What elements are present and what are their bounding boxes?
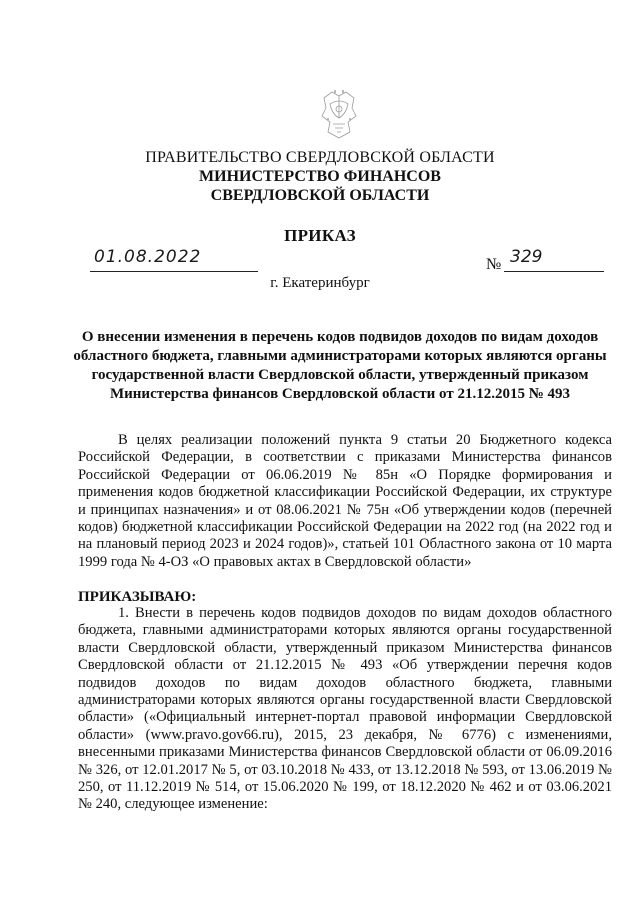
handwritten-number: 329 bbox=[510, 247, 543, 267]
ministry-name-line-1: МИНИСТЕРСТВО ФИНАНСОВ bbox=[199, 168, 441, 185]
ministry-name-line-2: СВЕРДЛОВСКОЙ ОБЛАСТИ bbox=[210, 187, 430, 204]
government-name: ПРАВИТЕЛЬСТВО СВЕРДЛОВСКОЙ ОБЛАСТИ bbox=[145, 149, 495, 166]
date-field bbox=[90, 247, 258, 272]
number-field bbox=[504, 247, 604, 272]
document-type: ПРИКАЗ bbox=[284, 226, 356, 245]
document-title: О внесении изменения в перечень кодов подвидов доходов по видам доходов областного бюджета, главными администраторами которых являются органы государственной власти Свердловской области, утвержденный приказом Министерства финансов Свердловской области от 21.12.2015 № 493 bbox=[73, 329, 607, 402]
coat-of-arms-icon bbox=[318, 88, 360, 140]
city: г. Екатеринбург bbox=[270, 275, 370, 291]
order-item-1: 1. Внести в перечень кодов подвидов доходов по видам доходов областного бюджета, главными администраторами которых являются органы государственной власти Свердловской области, утвержденный приказом Министерства финансов Свердловской области от 21.12.2015 № 493 «Об утверждении перечня кодов подвидов доходов по видам доходов областного бюджета, главными администраторами которых являются органы государственной власти Свердловской области» («Официальный интернет-портал правовой информации Свердловской области» (www.pravo.gov66.ru), 2015, 23 декабря, № 6776) с изменениями, внесенными приказами Министерства финансов Свердловской области от 06.09.2016 № 326, от 12.01.2017 № 5, от 03.10.2018 № 433, от 13.12.2018 № 593, от 13.06.2019 № 250, от 11.12.2019 № 514, от 15.06.2020 № 199, от 18.12.2020 № 462 и от 03.06.2021 № 240, следующее изменение: bbox=[78, 605, 612, 813]
number-label: № bbox=[486, 256, 502, 273]
order-word: ПРИКАЗЫВАЮ: bbox=[78, 589, 197, 605]
preamble-paragraph: В целях реализации положений пункта 9 статьи 20 Бюджетного кодекса Российской Федерации, в соответствии с приказами Министерства финансов Российской Федерации от 06.06.2019 № 85н «О Порядке формирования и применения кодов бюджетной классификации Российской Федерации, их структуре и принципах назначения» и от 08.06.2021 № 75н «Об утверждении кодов (перечней кодов) бюджетной классификации Российской Федерации на 2022 год (на 2022 год и на плановый период 2023 и 2024 годов)», статьей 101 Областного закона от 10 марта 1999 года № 4-ОЗ «О правовых актах в Свердловской области» bbox=[78, 432, 612, 570]
handwritten-date: 01.08.2022 bbox=[94, 247, 202, 267]
